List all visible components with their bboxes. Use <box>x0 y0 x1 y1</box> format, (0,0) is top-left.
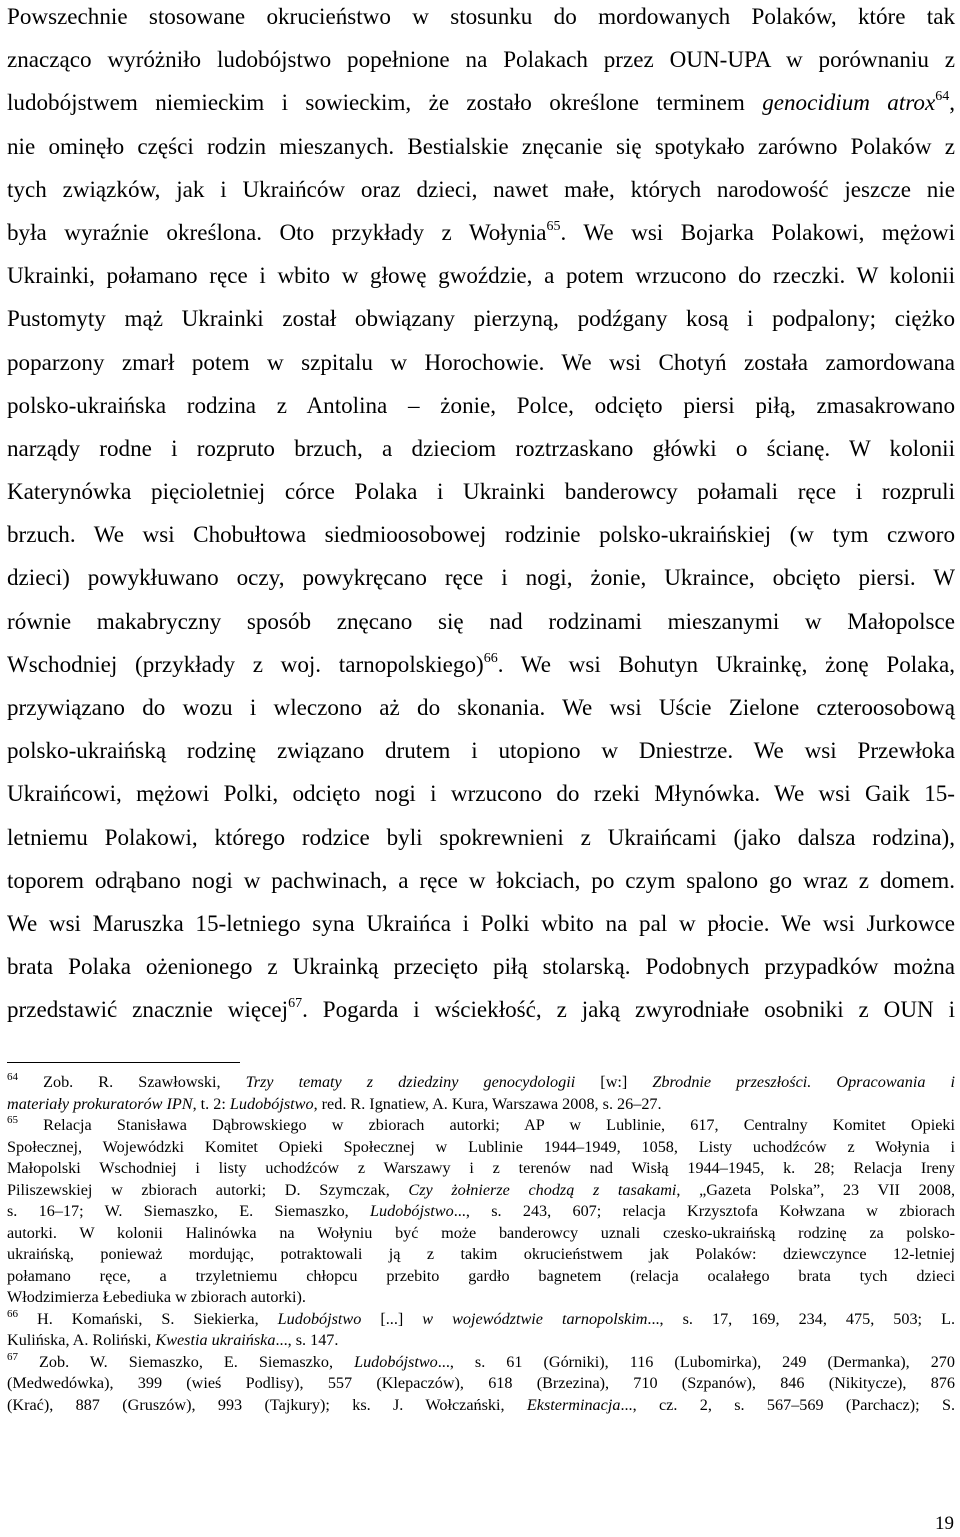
text-run: Włodzimierza Łebediuka w zbiorach autorki). <box>7 1288 306 1306</box>
text-run: brata Polaka ożenionego z Ukrainką przecięto piłą stolarską. Podobnych przypadków można <box>7 953 955 980</box>
text-run: Społecznej, Wojewódzki Komitet Opieki Społecznej w Lublinie 1944–1949, 1058, Listy uchodźców z Wołynia i <box>7 1137 955 1156</box>
text-run: . We wsi Bohutyn Ukrainkę, żonę Polaka, <box>497 650 956 677</box>
text-line <box>7 389 955 432</box>
text-run: Kulińska, A. Roliński, <box>7 1331 156 1349</box>
footnote-line <box>7 1287 955 1309</box>
text-run: połamano ręce, a trzyletniemu chłopcu przebito gardło bagnetem (relacja ocalałego brata tych dzieci <box>7 1266 955 1285</box>
text-line <box>7 691 955 734</box>
text-line <box>7 346 955 389</box>
text-line <box>7 43 955 86</box>
text-run: poparzony zmarł potem w szpitalu w Horochowie. We wsi Chotyń została zamordowana <box>7 348 955 375</box>
text-run: letniemu Polakowi, którego rodzice byli spokrewnieni z Ukraińcami (jako dalsza rodzina), <box>7 823 955 850</box>
italic-text: Eksterminacja <box>526 1395 621 1414</box>
footnote-line <box>7 1244 955 1266</box>
footnote-line <box>7 1201 955 1223</box>
text-line <box>7 561 955 604</box>
text-run: ..., s. 17, 169, 234, 475, 503; L. <box>647 1309 956 1328</box>
text-run: brzuch. We wsi Chobułtowa siedmioosobowej rodzinie polsko-ukraińskiej (w tym czworo <box>7 521 955 548</box>
footnote-line <box>7 1137 955 1159</box>
text-line <box>7 734 955 777</box>
text-run: była wyraźnie określona. Oto przykłady z Wołynia <box>7 218 547 245</box>
footnote-reference: 65 <box>546 218 561 234</box>
text-run: toporem odrąbano nogi w pachwinach, a ręce w łokciach, po czym spalono go wraz z domem. <box>7 866 955 893</box>
italic-text: Zbrodnie przeszłości. Opracowania i <box>652 1073 955 1091</box>
text-run: narządy rodne i rozpruto brzuch, a dzieciom roztrzaskano główki o ścianę. W kolonii <box>7 434 955 461</box>
footnote-line <box>7 1223 955 1245</box>
text-run: ..., s. 147. <box>275 1331 339 1349</box>
italic-text: genocidium atrox <box>762 89 936 116</box>
italic-text: Ludobójstwo <box>277 1309 362 1328</box>
text-run: Relacja Stanisława Dąbrowskiego w zbiorach autorki; AP w Lublinie, 617, Centralny Komitet Opieki <box>18 1116 955 1134</box>
text-line <box>7 259 955 302</box>
text-run: (Krać), 887 (Gruszów), 993 (Tajkury); ks. J. Wołczański, <box>7 1395 527 1414</box>
footnote-line <box>7 1266 955 1288</box>
text-run: znacząco wyróżniło ludobójstwo popełnione na Polakach przez OUN-UPA w porównaniu z <box>7 46 955 73</box>
text-run: s. 16–17; W. Siemaszko, E. Siemaszko, <box>7 1202 371 1220</box>
text-run: [...] <box>361 1309 423 1328</box>
text-run: Powszechnie stosowane okrucieństwo w stosunku do mordowanych Polaków, które tak <box>7 3 955 29</box>
footnote-reference: 64 <box>7 1071 18 1083</box>
italic-text: Ludobójstwo <box>354 1352 438 1371</box>
text-run: Ukraińcowi, mężowi Polki, odcięto nogi i wrzucono do rzeki Młynówka. We wsi Gaik 15- <box>7 780 955 807</box>
text-line <box>7 907 955 950</box>
text-run: polsko-ukraińska rodzina z Antolina – żonie, Polce, odcięto piersi piłą, zmasakrowano <box>7 391 955 418</box>
italic-text: Kwestia ukraińska <box>155 1331 276 1349</box>
text-run: ..., s. 61 (Górniki), 116 (Lubomirka), 249 (Dermanka), 270 <box>437 1352 955 1371</box>
footnote-reference: 66 <box>483 650 498 666</box>
text-line <box>7 864 955 907</box>
italic-text: Ludobójstwo <box>229 1094 314 1113</box>
footnote-line <box>7 1115 955 1137</box>
text-line <box>7 130 955 173</box>
text-run: Małopolski Wschodniej i listy uchodźców z Warszawy i z terenów nad Wisłą 1944–1945, k. 28; Relacja Ireny <box>7 1159 955 1177</box>
footnote-reference: 66 <box>7 1307 18 1320</box>
text-run: [w:] <box>575 1073 653 1091</box>
text-line <box>7 821 955 864</box>
italic-text: w województwie tarnopolskim <box>422 1309 648 1328</box>
text-run: nie ominęło części rodzin mieszanych. Bestialskie znęcanie się spotykało zarówno Polaków z <box>7 132 955 159</box>
main-text <box>7 0 955 1037</box>
text-run: ..., cz. 2, s. 567–569 (Parchacz); S. <box>620 1395 955 1414</box>
text-line <box>7 518 955 561</box>
text-run: równie makabryczny sposób znęcano się nad rodzinami mieszanymi w Małopolsce <box>7 607 955 634</box>
footnote-reference: 67 <box>7 1350 18 1363</box>
text-run: dzieci) powykłuwano oczy, powykręcano ręce i nogi, żonie, Ukraince, obcięto piersi. W <box>7 564 955 591</box>
text-run: . We wsi Bojarka Polakowi, mężowi <box>560 218 955 245</box>
text-line <box>7 432 955 475</box>
footnote-line <box>7 1180 955 1202</box>
footnote-reference: 65 <box>7 1114 18 1126</box>
text-run: (Medwedówka), 399 (wieś Podlisy), 557 (Klepaczów), 618 (Brzezina), 710 (Szpanów), 846 (Nikitycze), 876 <box>7 1374 955 1392</box>
text-run: Pustomyty mąż Ukrainki został obwiązany pierzyną, podźgany kosą i podpalony; ciężko <box>7 305 955 332</box>
text-run: tych związków, jak i Ukraińców oraz dzieci, nawet małe, których narodowość jeszcze nie <box>7 175 955 202</box>
text-line <box>7 216 955 259</box>
text-line <box>7 0 955 43</box>
text-run: . Pogarda i wściekłość, z jaką zwyrodniałe osobniki z OUN i <box>302 996 955 1023</box>
text-run: przedstawić znacznie więcej <box>7 996 289 1023</box>
text-line <box>7 475 955 518</box>
text-run: Piliszewskiej w zbiorach autorki; D. Szymczak, <box>7 1180 409 1199</box>
text-line <box>7 173 955 216</box>
italic-text: Ludobójstwo <box>370 1202 454 1220</box>
text-line <box>7 605 955 648</box>
text-line <box>7 993 955 1036</box>
page-number: 19 <box>935 1513 954 1534</box>
text-run: autorki. W kolonii Halinówka na Wołyniu być może banderowcy uznali czesko-ukraińską rodzinę za polsko- <box>7 1223 955 1242</box>
text-run: ukraińską, ponieważ mordując, potraktowali ją z takim okrucieństwem jak Polaków: dziewczynce 12-letniej <box>7 1245 955 1263</box>
text-run: Wschodniej (przykłady z woj. tarnopolskiego) <box>7 650 484 677</box>
footnote-line <box>7 1352 955 1374</box>
text-run: polsko-ukraińską rodzinę związano drutem i utopiono w Dniestrze. We wsi Przewłoka <box>7 737 955 764</box>
footnotes <box>7 1072 955 1416</box>
italic-text: Czy żołnierze chodzą z tasakami <box>408 1180 677 1199</box>
text-line <box>7 950 955 993</box>
footnote-line <box>7 1094 955 1116</box>
italic-text: Trzy tematy z dziedziny genocydologii <box>245 1073 576 1091</box>
text-run: ..., s. 243, 607; relacja Krzysztofa Kołwzana w zbiorach <box>453 1202 956 1220</box>
text-run: We wsi Maruszka 15-letniego syna Ukraińca i Polki wbito na pal w płocie. We wsi Jurkowce <box>7 909 955 936</box>
document-page <box>7 0 955 1037</box>
footnote-line <box>7 1395 955 1417</box>
text-run: Ukrainki, połamano ręce i wbito w głowę gwoździe, a potem wrzucono do rzeczki. W kolonii <box>7 262 955 289</box>
text-run: , red. R. Ignatiew, A. Kura, Warszawa 2008, s. 26–27. <box>313 1094 662 1113</box>
italic-text: materiały prokuratorów IPN <box>7 1094 193 1113</box>
text-line <box>7 648 955 691</box>
text-run: , „Gazeta Polska”, 23 VII 2008, <box>676 1180 956 1199</box>
text-line <box>7 86 955 129</box>
footnote-line <box>7 1072 955 1094</box>
footnote-line <box>7 1373 955 1395</box>
text-run: ludobójstwem niemieckim i sowieckim, że zostało określone terminem <box>7 89 763 116</box>
text-run: H. Komański, S. Siekierka, <box>18 1309 278 1328</box>
footnote-reference: 64 <box>935 89 950 105</box>
footnote-reference: 67 <box>288 996 303 1012</box>
footnote-line <box>7 1158 955 1180</box>
text-run: Zob. W. Siemaszko, E. Siemaszko, <box>18 1352 355 1371</box>
text-run: Zob. R. Szawłowski, <box>18 1073 246 1091</box>
text-line <box>7 302 955 345</box>
footnote-separator <box>7 1062 240 1063</box>
text-line <box>7 777 955 820</box>
text-run: , <box>949 89 955 116</box>
text-run: przywiązano do wozu i wleczono aż do skonania. We wsi Uście Zielone czteroosobową <box>7 694 955 720</box>
text-run: , t. 2: <box>192 1094 230 1113</box>
footnote-line <box>7 1330 955 1352</box>
text-run: Katerynówka pięcioletniej córce Polaka i Ukrainki banderowcy połamali ręce i rozpruli <box>7 478 955 505</box>
footnote-line <box>7 1309 955 1331</box>
